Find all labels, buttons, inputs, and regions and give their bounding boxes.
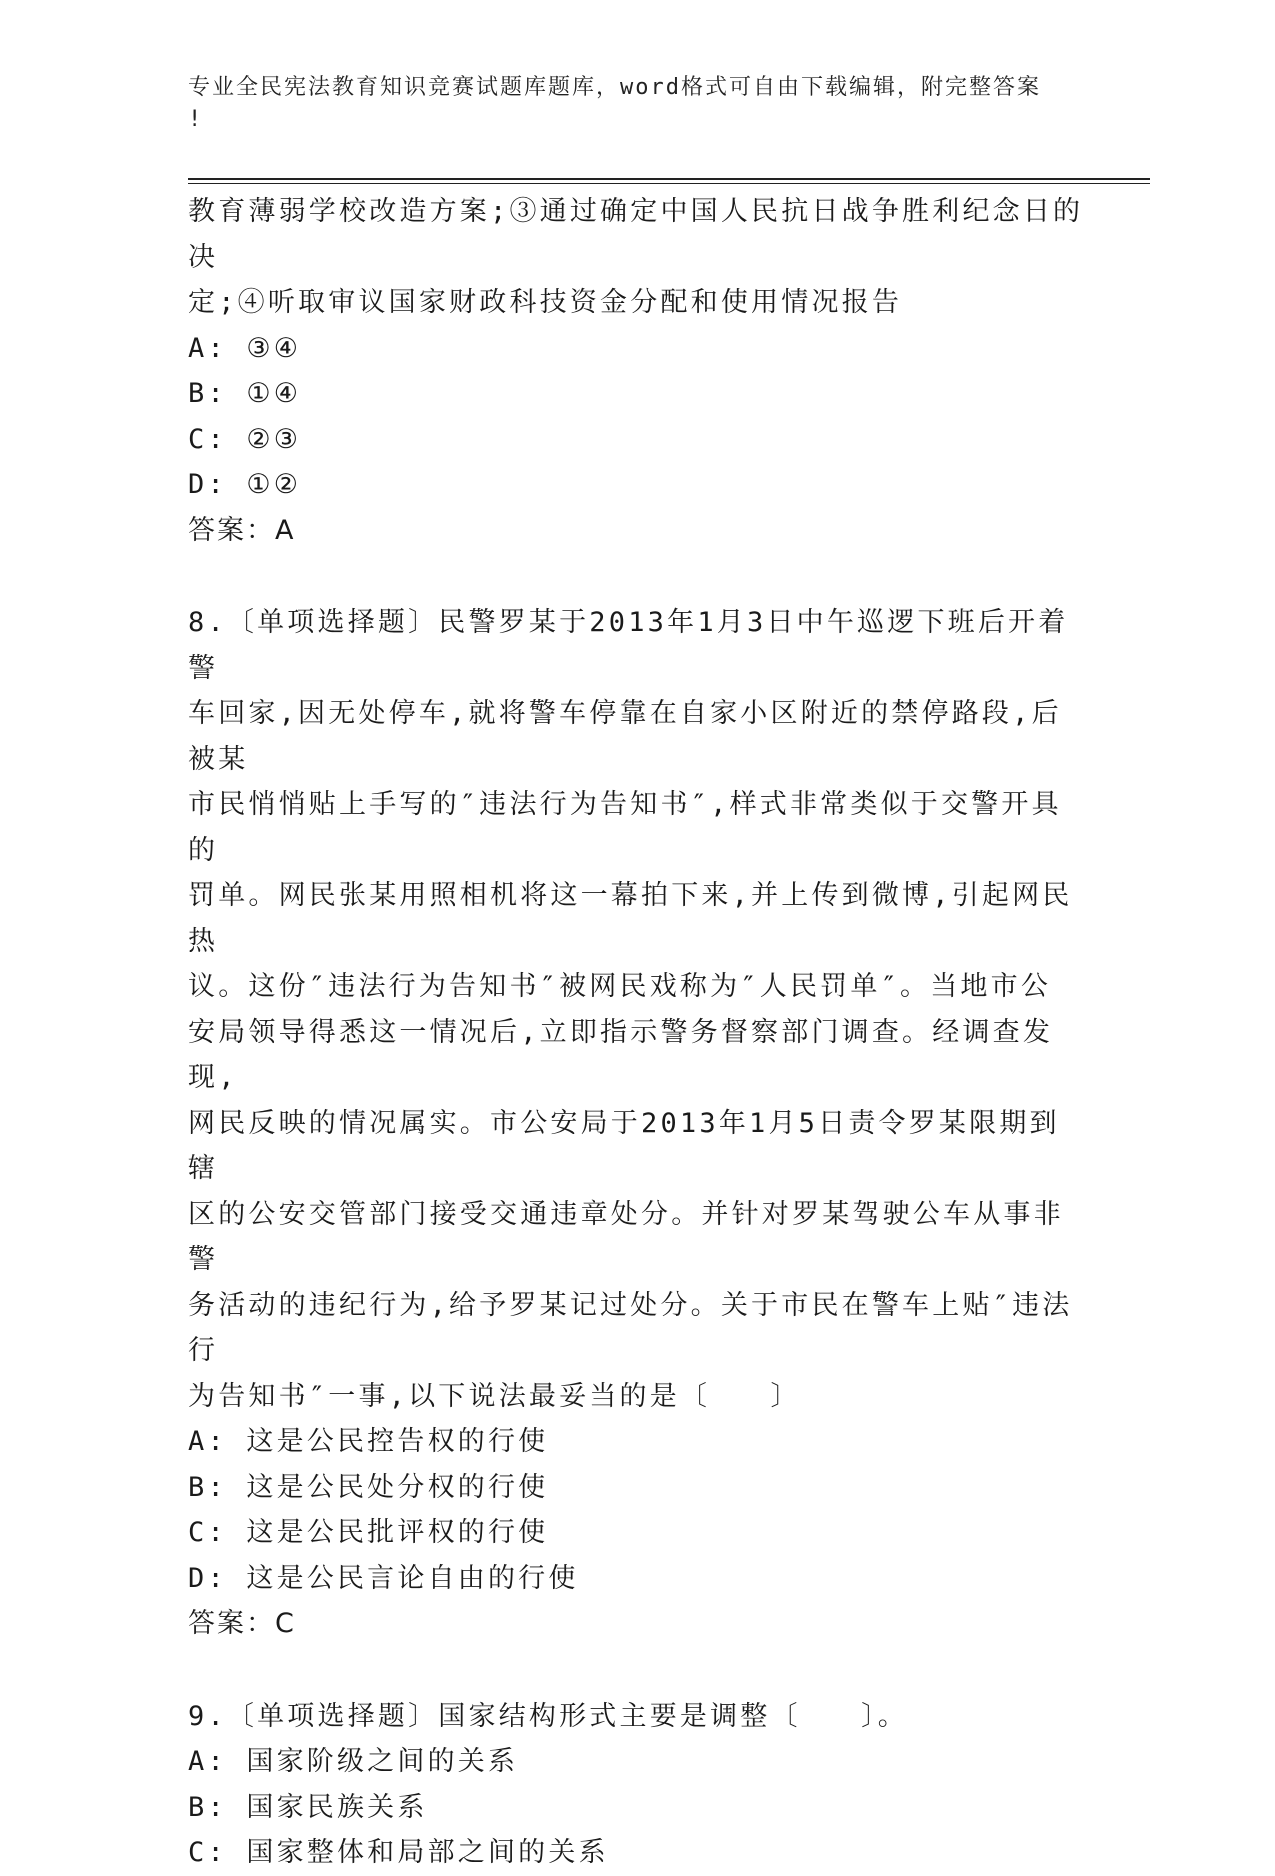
header-title: 专业全民宪法教育知识竞赛试题库题库，word格式可自由下载编辑，附完整答案 [188, 75, 1041, 100]
document-header [188, 72, 1068, 136]
question-stem-line: 网民反映的情况属实。市公安局于2013年1月5日责令罗某限期到辖 [188, 1107, 1060, 1184]
option-d: D: ①② [188, 469, 302, 500]
question-stem-line: 罚单。网民张某用照相机将这一幕拍下来,并上传到微博,引起网民热 [188, 880, 1073, 957]
option-d: D: 这是公民言论自由的行使 [188, 1562, 579, 1594]
question-stem-line: 务活动的违纪行为,给予罗某记过处分。关于市民在警车上贴″违法行 [188, 1289, 1073, 1366]
question-stem-line: 议。这份″违法行为告知书″被网民戏称为″人民罚单″。当地市公 [188, 971, 1052, 1002]
option-c: C: 国家整体和局部之间的关系 [188, 1837, 609, 1868]
option-c: C: 这是公民批评权的行使 [188, 1517, 549, 1548]
option-b: B: 国家民族关系 [188, 1791, 428, 1823]
header-title-end: ! [188, 107, 204, 132]
question-stem-line: 车回家,因无处停车,就将警车停靠在自家小区附近的禁停路段,后被某 [188, 698, 1062, 775]
question-stem-line: 9.〔单项选择题〕国家结构形式主要是调整〔 〕。 [188, 1700, 909, 1732]
question-text-line: 教育薄弱学校改造方案;③通过确定中国人民抗日战争胜利纪念日的决 [188, 196, 1084, 273]
question-stem-line: 安局领导得悉这一情况后,立即指示警务督察部门调查。经调查发现, [188, 1016, 1054, 1093]
question-stem-line: 市民悄悄贴上手写的″违法行为告知书″,样式非常类似于交警开具的 [188, 789, 1062, 866]
answer-line: 答案：C [188, 1608, 296, 1639]
question-stem-line: 8.〔单项选择题〕民警罗某于2013年1月3日中午巡逻下班后开着警 [188, 607, 1069, 684]
answer-line: 答案：A [188, 514, 296, 546]
option-b: B: ①④ [188, 378, 302, 409]
document-body [188, 189, 1088, 1876]
question-text-line: 定;④听取审议国家财政科技资金分配和使用情况报告 [188, 287, 903, 318]
question-8 [188, 600, 1088, 1647]
header-divider-thick [188, 178, 1150, 180]
question-9 [188, 1694, 1088, 1876]
option-a: A: ③④ [188, 332, 302, 364]
question-stem-line: 区的公安交管部门接受交通违章处分。并针对罗某驾驶公车从事非警 [188, 1198, 1064, 1275]
option-b: B: 这是公民处分权的行使 [188, 1471, 549, 1503]
question-7-continued [188, 189, 1088, 553]
option-a: A: 国家阶级之间的关系 [188, 1746, 519, 1777]
option-a: A: 这是公民控告权的行使 [188, 1426, 549, 1457]
question-stem-line: 为告知书″一事,以下说法最妥当的是〔 〕 [188, 1380, 801, 1412]
header-divider-thin [188, 183, 1150, 184]
option-c: C: ②③ [188, 423, 302, 455]
